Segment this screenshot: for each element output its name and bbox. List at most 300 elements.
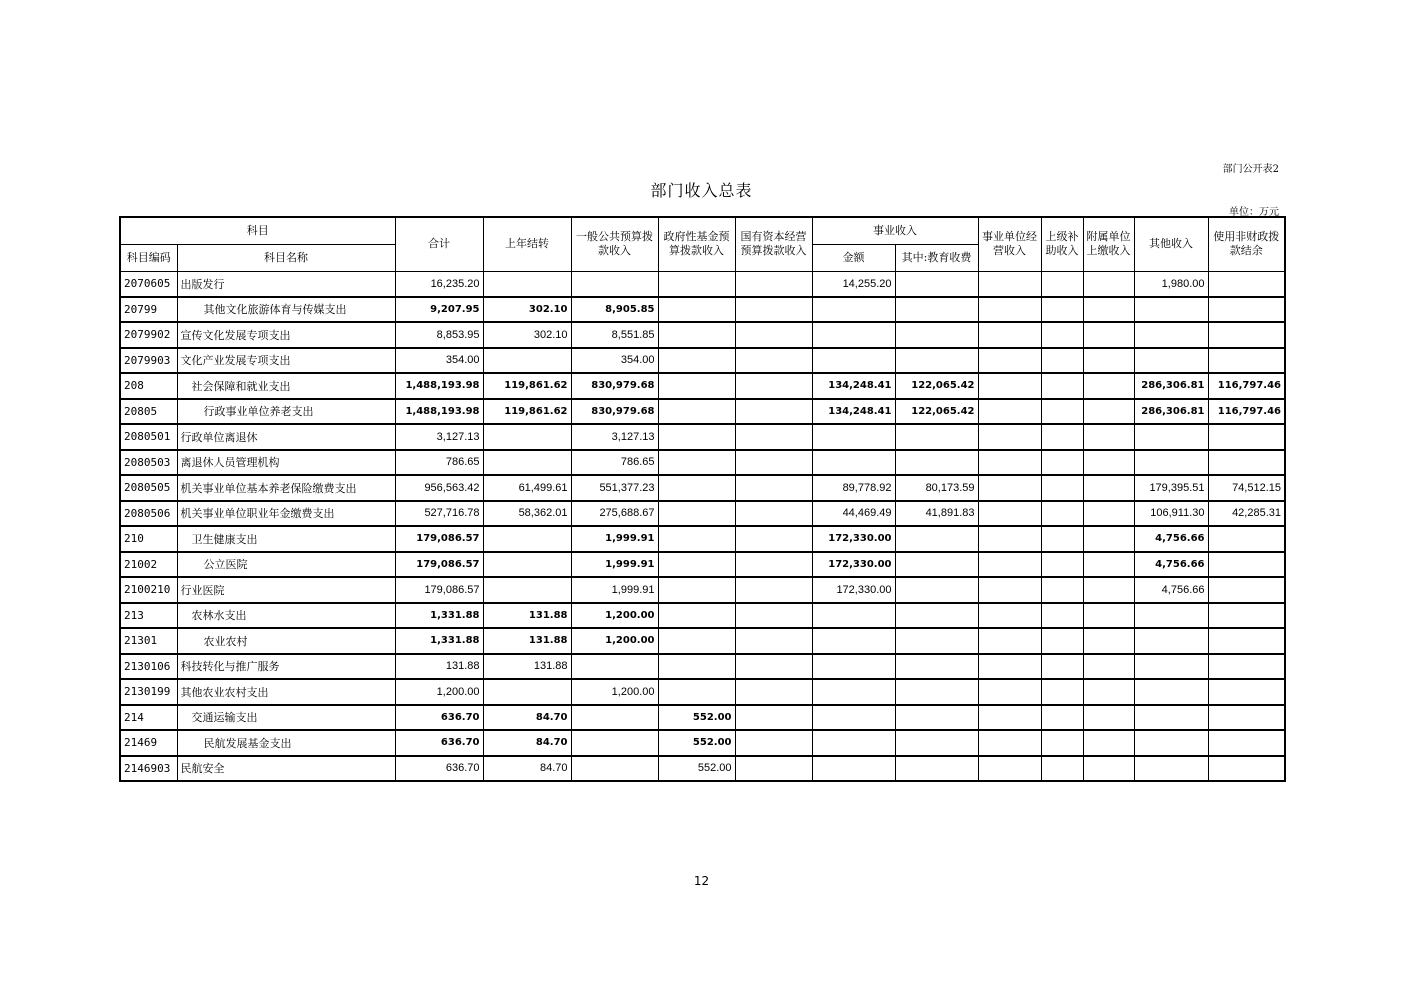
cell-aff — [1083, 424, 1134, 450]
cell-general: 8,905.85 — [571, 297, 658, 323]
cell-oper — [978, 399, 1041, 425]
cell-other — [1134, 322, 1208, 348]
cell-aff — [1083, 730, 1134, 756]
cell-fund: 552.00 — [658, 705, 735, 731]
row-name: 机关事业单位基本养老保险缴费支出 — [177, 475, 395, 501]
table-row — [120, 271, 1285, 297]
cell-sup — [1041, 628, 1083, 654]
cell-general: 830,979.68 — [571, 373, 658, 399]
cell-biz — [812, 705, 895, 731]
cell-oper — [978, 373, 1041, 399]
cell-total: 1,200.00 — [395, 679, 483, 705]
cell-capital — [735, 730, 812, 756]
cell-edu: 41,891.83 — [895, 501, 978, 527]
cell-fund — [658, 297, 735, 323]
header-business-amount: 金额 — [812, 244, 895, 271]
cell-oper — [978, 577, 1041, 603]
cell-fund — [658, 450, 735, 476]
cell-fund — [658, 654, 735, 680]
cell-capital — [735, 679, 812, 705]
cell-aff — [1083, 679, 1134, 705]
cell-general: 1,200.00 — [571, 679, 658, 705]
cell-aff — [1083, 348, 1134, 374]
cell-carryover: 84.70 — [483, 730, 571, 756]
cell-capital — [735, 322, 812, 348]
cell-aff — [1083, 297, 1134, 323]
cell-biz: 172,330.00 — [812, 526, 895, 552]
cell-capital — [735, 552, 812, 578]
row-name: 离退休人员管理机构 — [177, 450, 395, 476]
cell-oper — [978, 322, 1041, 348]
cell-nonfis — [1208, 577, 1285, 603]
row-name: 农林水支出 — [177, 603, 395, 629]
table-row — [120, 552, 1285, 578]
header-business-edu: 其中:教育收费 — [895, 244, 978, 271]
cell-carryover — [483, 450, 571, 476]
cell-general: 1,999.91 — [571, 577, 658, 603]
cell-other — [1134, 628, 1208, 654]
cell-general: 8,551.85 — [571, 322, 658, 348]
cell-other: 1,980.00 — [1134, 271, 1208, 297]
row-code: 21002 — [120, 552, 177, 578]
cell-carryover: 61,499.61 — [483, 475, 571, 501]
row-name: 科技转化与推广服务 — [177, 654, 395, 680]
cell-oper — [978, 628, 1041, 654]
cell-other: 106,911.30 — [1134, 501, 1208, 527]
row-code: 2130106 — [120, 654, 177, 680]
cell-biz — [812, 297, 895, 323]
cell-fund — [658, 526, 735, 552]
cell-capital — [735, 348, 812, 374]
cell-general: 830,979.68 — [571, 399, 658, 425]
table-row — [120, 526, 1285, 552]
cell-biz: 172,330.00 — [812, 577, 895, 603]
header-total: 合计 — [395, 217, 483, 271]
table-body — [120, 271, 1285, 781]
cell-biz — [812, 603, 895, 629]
cell-biz — [812, 322, 895, 348]
cell-nonfis: 42,285.31 — [1208, 501, 1285, 527]
cell-carryover: 131.88 — [483, 628, 571, 654]
cell-edu — [895, 679, 978, 705]
row-name: 其他文化旅游体育与传媒支出 — [177, 297, 395, 323]
cell-edu — [895, 348, 978, 374]
cell-total: 3,127.13 — [395, 424, 483, 450]
cell-fund — [658, 399, 735, 425]
page-number: 12 — [693, 874, 710, 888]
cell-general — [571, 654, 658, 680]
row-code: 2080506 — [120, 501, 177, 527]
cell-aff — [1083, 475, 1134, 501]
cell-edu: 122,065.42 — [895, 399, 978, 425]
cell-other — [1134, 705, 1208, 731]
cell-carryover — [483, 424, 571, 450]
cell-fund — [658, 322, 735, 348]
cell-biz: 44,469.49 — [812, 501, 895, 527]
cell-edu — [895, 322, 978, 348]
cell-other: 286,306.81 — [1134, 373, 1208, 399]
header-operating: 事业单位经营收入 — [978, 217, 1041, 271]
cell-carryover — [483, 552, 571, 578]
cell-aff — [1083, 552, 1134, 578]
cell-oper — [978, 730, 1041, 756]
row-code: 208 — [120, 373, 177, 399]
cell-capital — [735, 577, 812, 603]
cell-carryover: 131.88 — [483, 654, 571, 680]
row-code: 20799 — [120, 297, 177, 323]
cell-nonfis — [1208, 297, 1285, 323]
cell-aff — [1083, 501, 1134, 527]
cell-aff — [1083, 756, 1134, 782]
cell-carryover: 58,362.01 — [483, 501, 571, 527]
cell-sup — [1041, 424, 1083, 450]
cell-aff — [1083, 628, 1134, 654]
cell-other — [1134, 297, 1208, 323]
row-code: 20805 — [120, 399, 177, 425]
cell-carryover — [483, 526, 571, 552]
cell-total: 527,716.78 — [395, 501, 483, 527]
cell-general: 551,377.23 — [571, 475, 658, 501]
row-code: 210 — [120, 526, 177, 552]
cell-oper — [978, 654, 1041, 680]
cell-fund — [658, 271, 735, 297]
cell-other — [1134, 756, 1208, 782]
table-row — [120, 399, 1285, 425]
cell-total: 1,488,193.98 — [395, 399, 483, 425]
cell-total: 636.70 — [395, 705, 483, 731]
cell-other: 286,306.81 — [1134, 399, 1208, 425]
cell-biz: 172,330.00 — [812, 552, 895, 578]
cell-oper — [978, 526, 1041, 552]
cell-fund: 552.00 — [658, 756, 735, 782]
cell-capital — [735, 271, 812, 297]
cell-sup — [1041, 322, 1083, 348]
cell-nonfis — [1208, 450, 1285, 476]
income-table — [119, 216, 1286, 782]
cell-sup — [1041, 297, 1083, 323]
header-subject: 科目 — [120, 217, 395, 244]
cell-capital — [735, 373, 812, 399]
cell-general: 1,999.91 — [571, 552, 658, 578]
cell-sup — [1041, 348, 1083, 374]
cell-capital — [735, 475, 812, 501]
header-carryover: 上年结转 — [483, 217, 571, 271]
cell-other — [1134, 450, 1208, 476]
table-row — [120, 705, 1285, 731]
header-gov-fund: 政府性基金预算拨款收入 — [658, 217, 735, 271]
cell-oper — [978, 679, 1041, 705]
cell-biz: 134,248.41 — [812, 399, 895, 425]
table-row — [120, 322, 1285, 348]
row-name: 公立医院 — [177, 552, 395, 578]
cell-oper — [978, 705, 1041, 731]
cell-total: 131.88 — [395, 654, 483, 680]
cell-sup — [1041, 679, 1083, 705]
row-name: 行政事业单位养老支出 — [177, 399, 395, 425]
cell-total: 636.70 — [395, 730, 483, 756]
cell-sup — [1041, 603, 1083, 629]
cell-total: 16,235.20 — [395, 271, 483, 297]
cell-oper — [978, 297, 1041, 323]
cell-total: 956,563.42 — [395, 475, 483, 501]
cell-biz: 134,248.41 — [812, 373, 895, 399]
cell-carryover: 302.10 — [483, 297, 571, 323]
cell-edu — [895, 603, 978, 629]
cell-nonfis — [1208, 654, 1285, 680]
cell-other — [1134, 730, 1208, 756]
cell-nonfis — [1208, 348, 1285, 374]
cell-nonfis — [1208, 526, 1285, 552]
cell-carryover — [483, 271, 571, 297]
cell-nonfis — [1208, 730, 1285, 756]
cell-general: 1,999.91 — [571, 526, 658, 552]
cell-general: 354.00 — [571, 348, 658, 374]
cell-sup — [1041, 373, 1083, 399]
cell-edu — [895, 705, 978, 731]
cell-sup — [1041, 271, 1083, 297]
header-other: 其他收入 — [1134, 217, 1208, 271]
cell-carryover: 84.70 — [483, 705, 571, 731]
row-code: 214 — [120, 705, 177, 731]
cell-fund — [658, 373, 735, 399]
cell-nonfis — [1208, 271, 1285, 297]
cell-carryover: 131.88 — [483, 603, 571, 629]
table-row — [120, 348, 1285, 374]
cell-general: 1,200.00 — [571, 628, 658, 654]
cell-biz — [812, 679, 895, 705]
cell-total: 636.70 — [395, 756, 483, 782]
cell-sup — [1041, 730, 1083, 756]
cell-sup — [1041, 705, 1083, 731]
cell-oper — [978, 756, 1041, 782]
cell-general — [571, 730, 658, 756]
row-code: 2130199 — [120, 679, 177, 705]
row-code: 2146903 — [120, 756, 177, 782]
cell-general: 3,127.13 — [571, 424, 658, 450]
cell-nonfis — [1208, 705, 1285, 731]
cell-sup — [1041, 501, 1083, 527]
cell-other — [1134, 654, 1208, 680]
cell-total: 1,488,193.98 — [395, 373, 483, 399]
cell-carryover: 302.10 — [483, 322, 571, 348]
cell-other — [1134, 679, 1208, 705]
cell-capital — [735, 526, 812, 552]
row-code: 2070605 — [120, 271, 177, 297]
cell-edu — [895, 654, 978, 680]
cell-aff — [1083, 603, 1134, 629]
cell-general — [571, 756, 658, 782]
header-business: 事业收入 — [812, 217, 978, 244]
cell-biz — [812, 756, 895, 782]
cell-edu — [895, 450, 978, 476]
cell-carryover — [483, 577, 571, 603]
cell-biz: 89,778.92 — [812, 475, 895, 501]
cell-total: 8,853.95 — [395, 322, 483, 348]
header-non-fiscal: 使用非财政拨款结余 — [1208, 217, 1285, 271]
cell-fund — [658, 501, 735, 527]
row-name: 行政单位离退休 — [177, 424, 395, 450]
cell-biz — [812, 628, 895, 654]
form-number: 部门公开表2 — [1222, 164, 1279, 175]
cell-capital — [735, 399, 812, 425]
cell-carryover — [483, 679, 571, 705]
cell-oper — [978, 552, 1041, 578]
cell-aff — [1083, 577, 1134, 603]
cell-nonfis — [1208, 628, 1285, 654]
cell-oper — [978, 271, 1041, 297]
header-general-budget: 一般公共预算拨款收入 — [571, 217, 658, 271]
table-row — [120, 297, 1285, 323]
cell-oper — [978, 450, 1041, 476]
cell-edu — [895, 628, 978, 654]
cell-nonfis: 116,797.46 — [1208, 399, 1285, 425]
cell-aff — [1083, 399, 1134, 425]
cell-general — [571, 705, 658, 731]
cell-sup — [1041, 399, 1083, 425]
unit-label: 单位：万元 — [1229, 207, 1279, 218]
cell-capital — [735, 450, 812, 476]
row-code: 2080503 — [120, 450, 177, 476]
table-row — [120, 577, 1285, 603]
header-name: 科目名称 — [177, 244, 395, 271]
row-name: 社会保障和就业支出 — [177, 373, 395, 399]
cell-total: 1,331.88 — [395, 628, 483, 654]
table-row — [120, 450, 1285, 476]
cell-general: 275,688.67 — [571, 501, 658, 527]
cell-capital — [735, 628, 812, 654]
table-row — [120, 679, 1285, 705]
cell-oper — [978, 475, 1041, 501]
table-header — [120, 217, 1285, 271]
row-name: 宣传文化发展专项支出 — [177, 322, 395, 348]
cell-nonfis: 74,512.15 — [1208, 475, 1285, 501]
cell-fund — [658, 628, 735, 654]
cell-oper — [978, 501, 1041, 527]
cell-other: 4,756.66 — [1134, 526, 1208, 552]
cell-total: 179,086.57 — [395, 552, 483, 578]
cell-nonfis — [1208, 679, 1285, 705]
cell-capital — [735, 297, 812, 323]
cell-sup — [1041, 526, 1083, 552]
cell-fund — [658, 552, 735, 578]
row-name: 卫生健康支出 — [177, 526, 395, 552]
cell-fund — [658, 679, 735, 705]
cell-general: 1,200.00 — [571, 603, 658, 629]
table-row — [120, 628, 1285, 654]
table-row — [120, 730, 1285, 756]
cell-other: 4,756.66 — [1134, 552, 1208, 578]
row-code: 213 — [120, 603, 177, 629]
cell-aff — [1083, 654, 1134, 680]
cell-oper — [978, 348, 1041, 374]
cell-sup — [1041, 756, 1083, 782]
cell-edu: 122,065.42 — [895, 373, 978, 399]
cell-biz — [812, 450, 895, 476]
cell-aff — [1083, 450, 1134, 476]
cell-biz — [812, 348, 895, 374]
cell-carryover: 119,861.62 — [483, 399, 571, 425]
cell-other: 4,756.66 — [1134, 577, 1208, 603]
cell-capital — [735, 501, 812, 527]
cell-fund — [658, 424, 735, 450]
cell-aff — [1083, 526, 1134, 552]
cell-nonfis — [1208, 424, 1285, 450]
cell-total: 9,207.95 — [395, 297, 483, 323]
cell-sup — [1041, 654, 1083, 680]
cell-total: 786.65 — [395, 450, 483, 476]
table-row — [120, 654, 1285, 680]
cell-total: 179,086.57 — [395, 577, 483, 603]
row-name: 交通运输支出 — [177, 705, 395, 731]
row-name: 行业医院 — [177, 577, 395, 603]
table-row — [120, 603, 1285, 629]
cell-sup — [1041, 450, 1083, 476]
row-name: 文化产业发展专项支出 — [177, 348, 395, 374]
header-code: 科目编码 — [120, 244, 177, 271]
cell-edu — [895, 756, 978, 782]
cell-fund — [658, 475, 735, 501]
row-code: 21301 — [120, 628, 177, 654]
row-code: 2079902 — [120, 322, 177, 348]
table-row — [120, 756, 1285, 782]
cell-nonfis — [1208, 552, 1285, 578]
header-state-capital: 国有资本经营预算拨款收入 — [735, 217, 812, 271]
cell-general: 786.65 — [571, 450, 658, 476]
cell-aff — [1083, 322, 1134, 348]
row-code: 2100210 — [120, 577, 177, 603]
row-name: 出版发行 — [177, 271, 395, 297]
row-code: 2080505 — [120, 475, 177, 501]
cell-capital — [735, 756, 812, 782]
cell-carryover: 119,861.62 — [483, 373, 571, 399]
table-row — [120, 475, 1285, 501]
cell-edu — [895, 271, 978, 297]
cell-nonfis: 116,797.46 — [1208, 373, 1285, 399]
cell-fund — [658, 348, 735, 374]
cell-other: 179,395.51 — [1134, 475, 1208, 501]
cell-fund — [658, 577, 735, 603]
cell-general — [571, 271, 658, 297]
row-name: 农业农村 — [177, 628, 395, 654]
cell-carryover — [483, 348, 571, 374]
cell-other — [1134, 424, 1208, 450]
cell-biz — [812, 730, 895, 756]
table-row — [120, 373, 1285, 399]
cell-other — [1134, 603, 1208, 629]
cell-edu — [895, 424, 978, 450]
cell-aff — [1083, 705, 1134, 731]
cell-nonfis — [1208, 603, 1285, 629]
row-code: 21469 — [120, 730, 177, 756]
cell-biz: 14,255.20 — [812, 271, 895, 297]
cell-edu — [895, 577, 978, 603]
header-affiliated: 附属单位上缴收入 — [1083, 217, 1134, 271]
cell-capital — [735, 424, 812, 450]
cell-edu — [895, 730, 978, 756]
cell-oper — [978, 424, 1041, 450]
cell-fund — [658, 603, 735, 629]
header-superior: 上级补助收入 — [1041, 217, 1083, 271]
cell-edu — [895, 552, 978, 578]
cell-biz — [812, 424, 895, 450]
cell-total: 354.00 — [395, 348, 483, 374]
cell-carryover: 84.70 — [483, 756, 571, 782]
cell-nonfis — [1208, 322, 1285, 348]
cell-nonfis — [1208, 756, 1285, 782]
cell-sup — [1041, 577, 1083, 603]
cell-capital — [735, 705, 812, 731]
cell-capital — [735, 603, 812, 629]
